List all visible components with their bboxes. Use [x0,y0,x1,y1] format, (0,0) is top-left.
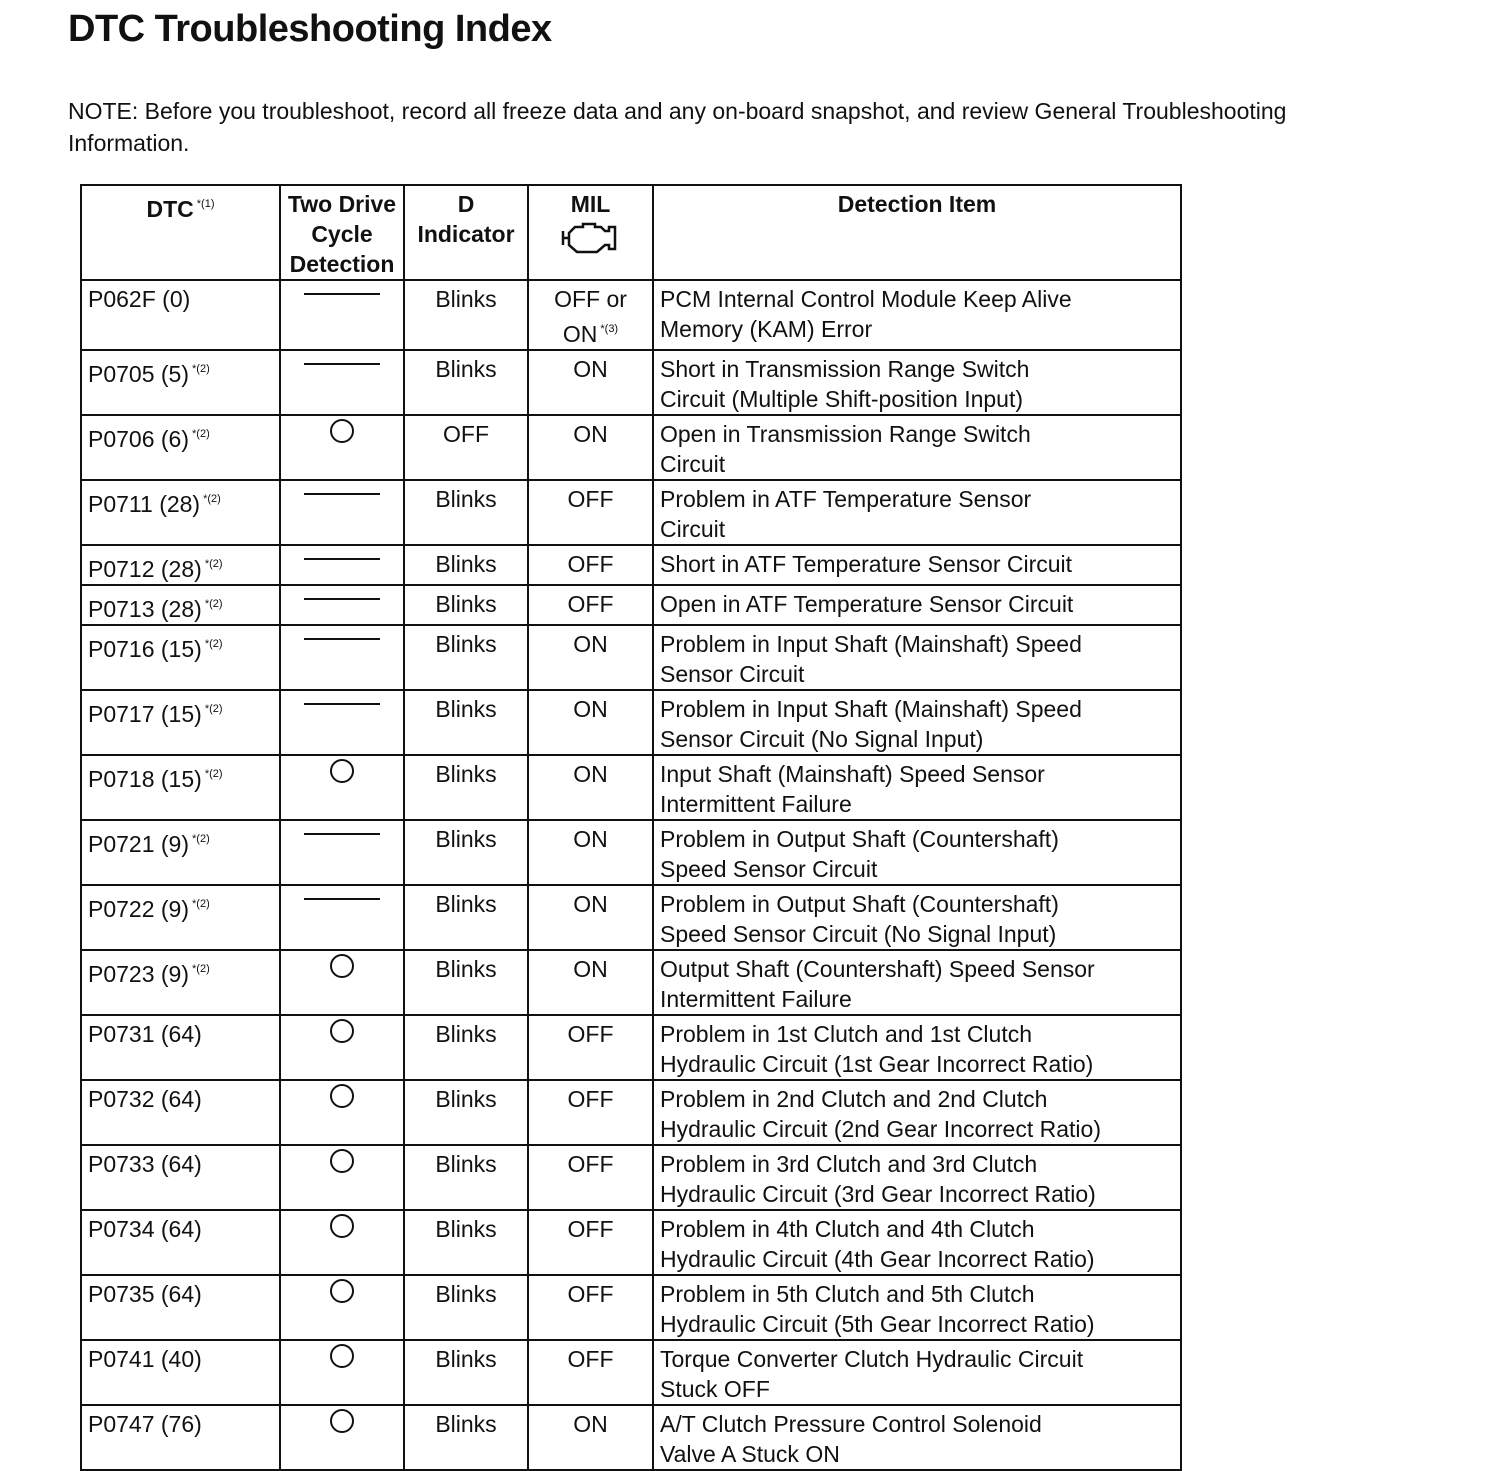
mil-status: ON [573,421,608,447]
circle-mark-icon [330,759,354,783]
dtc-code: P0712 (28) [88,556,202,582]
dtc-footnote: *(2) [204,598,223,610]
two-drive-cycle-cell [280,820,404,885]
dtc-code-cell [81,280,280,350]
dash-mark-icon [304,293,380,295]
dash-mark-icon [304,833,380,835]
detection-item-cell [653,1080,1181,1145]
header-two-drive-cycle [280,185,404,280]
mil-status: ON [573,696,608,722]
dtc-index-table [80,184,1182,1471]
dtc-code: P0731 (64) [88,1021,202,1047]
dtc-code-cell [81,755,280,820]
detection-item-cell [653,415,1181,480]
mil-status: ON [573,956,608,982]
circle-mark-icon [330,1409,354,1433]
mil-cell [528,1210,653,1275]
dtc-code: P0733 (64) [88,1151,202,1177]
two-drive-cycle-cell [280,625,404,690]
table-row [81,280,1181,350]
d-indicator-cell: Blinks [404,585,528,625]
two-drive-cycle-cell [280,690,404,755]
detection-item-line1: Input Shaft (Mainshaft) Speed Sensor [660,761,1045,787]
table-row [81,415,1181,480]
detection-item-line1: A/T Clutch Pressure Control Solenoid [660,1411,1042,1437]
d-indicator-cell: Blinks [404,1340,528,1405]
table-row [81,585,1181,625]
detection-item-line2: Hydraulic Circuit (5th Gear Incorrect Ratio) [660,1311,1095,1337]
table-row [81,755,1181,820]
detection-item-line1: Problem in Input Shaft (Mainshaft) Speed [660,696,1082,722]
detection-item-line2: Hydraulic Circuit (2nd Gear Incorrect Ratio) [660,1116,1101,1142]
mil-status: OFF [567,551,614,577]
detection-item-line1: Problem in 5th Clutch and 5th Clutch [660,1281,1035,1307]
two-drive-cycle-cell [280,1405,404,1470]
table-row [81,1405,1181,1470]
detection-item-cell [653,755,1181,820]
mil-status: ON [573,761,608,787]
mil-cell [528,545,653,585]
mil-cell [528,820,653,885]
d-indicator-cell: Blinks [404,280,528,350]
check-engine-icon [561,221,621,255]
mil-status: OFF [567,1281,614,1307]
two-drive-cycle-cell [280,1080,404,1145]
detection-item-line1: Problem in Output Shaft (Countershaft) [660,826,1059,852]
mil-status: OFF [567,591,614,617]
dtc-code-cell [81,950,280,1015]
two-drive-cycle-cell [280,1015,404,1080]
table-row [81,1340,1181,1405]
dtc-code-cell [81,1015,280,1080]
dtc-code-cell [81,545,280,585]
detection-item-cell [653,1275,1181,1340]
two-drive-cycle-cell [280,755,404,820]
dash-mark-icon [304,598,380,600]
mil-cell [528,690,653,755]
detection-item-line2: Circuit [660,516,726,542]
dtc-code: P0711 (28) [88,491,201,517]
two-drive-cycle-cell [280,350,404,415]
detection-item-cell [653,1405,1181,1470]
detection-item-line1: PCM Internal Control Module Keep Alive [660,286,1072,312]
mil-cell [528,280,653,350]
detection-item-cell [653,480,1181,545]
detection-item-cell [653,690,1181,755]
header-two-drive-line1: Two Drive [287,191,397,217]
table-body [81,280,1181,1470]
dtc-footnote: *(2) [204,638,223,650]
detection-item-line1: Problem in Input Shaft (Mainshaft) Speed [660,631,1082,657]
circle-mark-icon [330,1279,354,1303]
dash-mark-icon [304,363,380,365]
table-row [81,625,1181,690]
two-drive-cycle-cell [280,415,404,480]
dtc-footnote: *(2) [192,833,210,845]
mil-cell [528,1405,653,1470]
header-mil [528,185,653,280]
d-indicator-cell: Blinks [404,1405,528,1470]
d-indicator-cell: Blinks [404,1275,528,1340]
dtc-code-cell [81,1340,280,1405]
mil-status: OFF [567,1216,614,1242]
header-dtc [81,185,280,280]
d-indicator-cell: OFF [404,415,528,480]
detection-item-cell [653,625,1181,690]
detection-item-line2: Hydraulic Circuit (1st Gear Incorrect Ratio) [660,1051,1094,1077]
page-title: DTC Troubleshooting Index [68,8,552,50]
mil-cell [528,415,653,480]
table-row [81,950,1181,1015]
table-row [81,820,1181,885]
detection-item-cell [653,1015,1181,1080]
header-d-line1: D [457,191,475,217]
detection-item-line2: Memory (KAM) Error [660,316,873,342]
mil-status: OFF [567,1346,614,1372]
mil-status: ON [573,631,608,657]
mil-cell [528,1145,653,1210]
dash-mark-icon [304,898,380,900]
header-mil-label: MIL [570,191,611,217]
dtc-code: P0747 (76) [88,1411,202,1437]
table-row [81,480,1181,545]
detection-item-line1: Short in ATF Temperature Sensor Circuit [660,551,1073,577]
table-row [81,690,1181,755]
dtc-footnote: *(2) [192,963,210,975]
dtc-code: P0706 (6) [88,426,190,452]
detection-item-line1: Problem in 4th Clutch and 4th Clutch [660,1216,1035,1242]
dtc-code: P0713 (28) [88,596,202,622]
dtc-code: P0741 (40) [88,1346,202,1372]
dtc-code: P0735 (64) [88,1281,202,1307]
detection-item-line1: Problem in 1st Clutch and 1st Clutch [660,1021,1033,1047]
d-indicator-cell: Blinks [404,755,528,820]
circle-mark-icon [330,1019,354,1043]
detection-item-line2: Sensor Circuit (No Signal Input) [660,726,984,752]
detection-item-line2: Valve A Stuck ON [660,1441,840,1467]
two-drive-cycle-cell [280,280,404,350]
two-drive-cycle-cell [280,1210,404,1275]
mil-cell [528,350,653,415]
detection-item-line1: Output Shaft (Countershaft) Speed Sensor [660,956,1095,982]
dtc-code-cell [81,690,280,755]
dtc-footnote: *(2) [192,363,210,375]
detection-item-cell [653,1210,1181,1275]
detection-item-line2: Speed Sensor Circuit [660,856,878,882]
detection-item-line1: Problem in ATF Temperature Sensor [660,486,1032,512]
dtc-code-cell [81,820,280,885]
dtc-code-cell [81,885,280,950]
d-indicator-cell: Blinks [404,1210,528,1275]
dash-mark-icon [304,703,380,705]
d-indicator-cell: Blinks [404,625,528,690]
two-drive-cycle-cell [280,885,404,950]
circle-mark-icon [330,1214,354,1238]
mil-cell [528,585,653,625]
dtc-footnote: *(2) [192,428,210,440]
two-drive-cycle-cell [280,1340,404,1405]
dtc-footnote: *(2) [204,558,223,570]
two-drive-cycle-cell [280,950,404,1015]
dtc-code: P0705 (5) [88,361,190,387]
detection-item-cell [653,350,1181,415]
table-row [81,885,1181,950]
table-row [81,1145,1181,1210]
dtc-footnote: *(2) [192,898,210,910]
circle-mark-icon [330,419,354,443]
dtc-code: P0722 (9) [88,896,190,922]
d-indicator-cell: Blinks [404,1080,528,1145]
dtc-code-cell [81,585,280,625]
dash-mark-icon [304,493,380,495]
detection-item-line1: Short in Transmission Range Switch [660,356,1030,382]
dtc-code: P0721 (9) [88,831,190,857]
mil-status: OFF or [554,286,627,312]
dtc-code-cell [81,415,280,480]
note-text: NOTE: Before you troubleshoot, record all freeze data and any on-board snapshot, and review General Troubleshooting Information. [68,98,1287,156]
header-detection-item: Detection Item [653,185,1181,280]
detection-item-line2: Hydraulic Circuit (4th Gear Incorrect Ratio) [660,1246,1095,1272]
header-d-line2: Indicator [417,221,515,247]
circle-mark-icon [330,954,354,978]
mil-cell [528,625,653,690]
detection-item-line2: Intermittent Failure [660,791,852,817]
dtc-code-cell [81,350,280,415]
dtc-code-cell [81,1210,280,1275]
mil-cell [528,950,653,1015]
dtc-code-cell [81,1275,280,1340]
mil-footnote: *(3) [600,323,619,335]
mil-status: ON [573,826,608,852]
detection-item-line2: Speed Sensor Circuit (No Signal Input) [660,921,1057,947]
mil-cell [528,1015,653,1080]
mil-cell [528,1080,653,1145]
detection-item-cell [653,1340,1181,1405]
table-row [81,1080,1181,1145]
header-two-drive-line2: Cycle [311,221,373,247]
table-row [81,1015,1181,1080]
mil-cell [528,755,653,820]
d-indicator-cell: Blinks [404,1015,528,1080]
dtc-code: P0734 (64) [88,1216,202,1242]
dtc-code-cell [81,1405,280,1470]
detection-item-line2: Circuit [660,451,726,477]
detection-item-line2: Intermittent Failure [660,986,852,1012]
d-indicator-cell: Blinks [404,690,528,755]
circle-mark-icon [330,1149,354,1173]
d-indicator-cell: Blinks [404,350,528,415]
mil-cell [528,1275,653,1340]
table-row [81,545,1181,585]
dtc-footnote: *(2) [204,703,223,715]
detection-item-line1: Open in Transmission Range Switch [660,421,1031,447]
detection-item-cell [653,950,1181,1015]
two-drive-cycle-cell [280,545,404,585]
header-two-drive-line3: Detection [289,251,395,277]
mil-status: ON [573,1411,608,1437]
mil-status: OFF [567,1086,614,1112]
mil-status: OFF [567,1151,614,1177]
dtc-code: P0717 (15) [88,701,202,727]
detection-item-line2: Circuit (Multiple Shift-position Input) [660,386,1024,412]
table-row [81,1210,1181,1275]
two-drive-cycle-cell [280,480,404,545]
dtc-code-cell [81,480,280,545]
dash-mark-icon [304,558,380,560]
dtc-footnote: *(2) [203,493,221,505]
table-row [81,350,1181,415]
table-header-row [81,185,1181,280]
mil-status-line2-text: ON [562,321,598,347]
mil-status-line2 [535,314,646,349]
dtc-footnote: *(2) [204,768,223,780]
detection-item-cell [653,1145,1181,1210]
circle-mark-icon [330,1344,354,1368]
header-dtc-label: DTC [146,196,194,222]
dtc-code-cell [81,1080,280,1145]
detection-item-cell [653,585,1181,625]
detection-item-cell [653,820,1181,885]
detection-item-line1: Open in ATF Temperature Sensor Circuit [660,591,1074,617]
dtc-code: P062F (0) [88,286,191,312]
detection-item-line2: Sensor Circuit [660,661,805,687]
detection-item-cell [653,545,1181,585]
dtc-code: P0718 (15) [88,766,202,792]
d-indicator-cell: Blinks [404,885,528,950]
mil-status: ON [573,356,608,382]
d-indicator-cell: Blinks [404,480,528,545]
d-indicator-cell: Blinks [404,820,528,885]
two-drive-cycle-cell [280,585,404,625]
mil-status: ON [573,891,608,917]
mil-status: OFF [567,1021,614,1047]
dash-mark-icon [304,638,380,640]
mil-status: OFF [567,486,614,512]
header-dtc-footnote: *(1) [196,198,215,210]
mil-cell [528,480,653,545]
dtc-code-cell [81,625,280,690]
dtc-code-cell [81,1145,280,1210]
detection-item-line1: Problem in 2nd Clutch and 2nd Clutch [660,1086,1048,1112]
detection-item-cell [653,280,1181,350]
d-indicator-cell: Blinks [404,950,528,1015]
mil-cell [528,1340,653,1405]
detection-item-line1: Problem in 3rd Clutch and 3rd Clutch [660,1151,1038,1177]
mil-cell [528,885,653,950]
detection-item-line1: Torque Converter Clutch Hydraulic Circuit [660,1346,1084,1372]
detection-item-cell [653,885,1181,950]
two-drive-cycle-cell [280,1145,404,1210]
two-drive-cycle-cell [280,1275,404,1340]
detection-item-line1: Problem in Output Shaft (Countershaft) [660,891,1059,917]
circle-mark-icon [330,1084,354,1108]
table-row [81,1275,1181,1340]
dtc-code: P0723 (9) [88,961,190,987]
detection-item-line2: Stuck OFF [660,1376,770,1402]
d-indicator-cell: Blinks [404,545,528,585]
d-indicator-cell: Blinks [404,1145,528,1210]
detection-item-line2: Hydraulic Circuit (3rd Gear Incorrect Ratio) [660,1181,1096,1207]
dtc-code: P0716 (15) [88,636,202,662]
dtc-code: P0732 (64) [88,1086,202,1112]
header-d-indicator [404,185,528,280]
